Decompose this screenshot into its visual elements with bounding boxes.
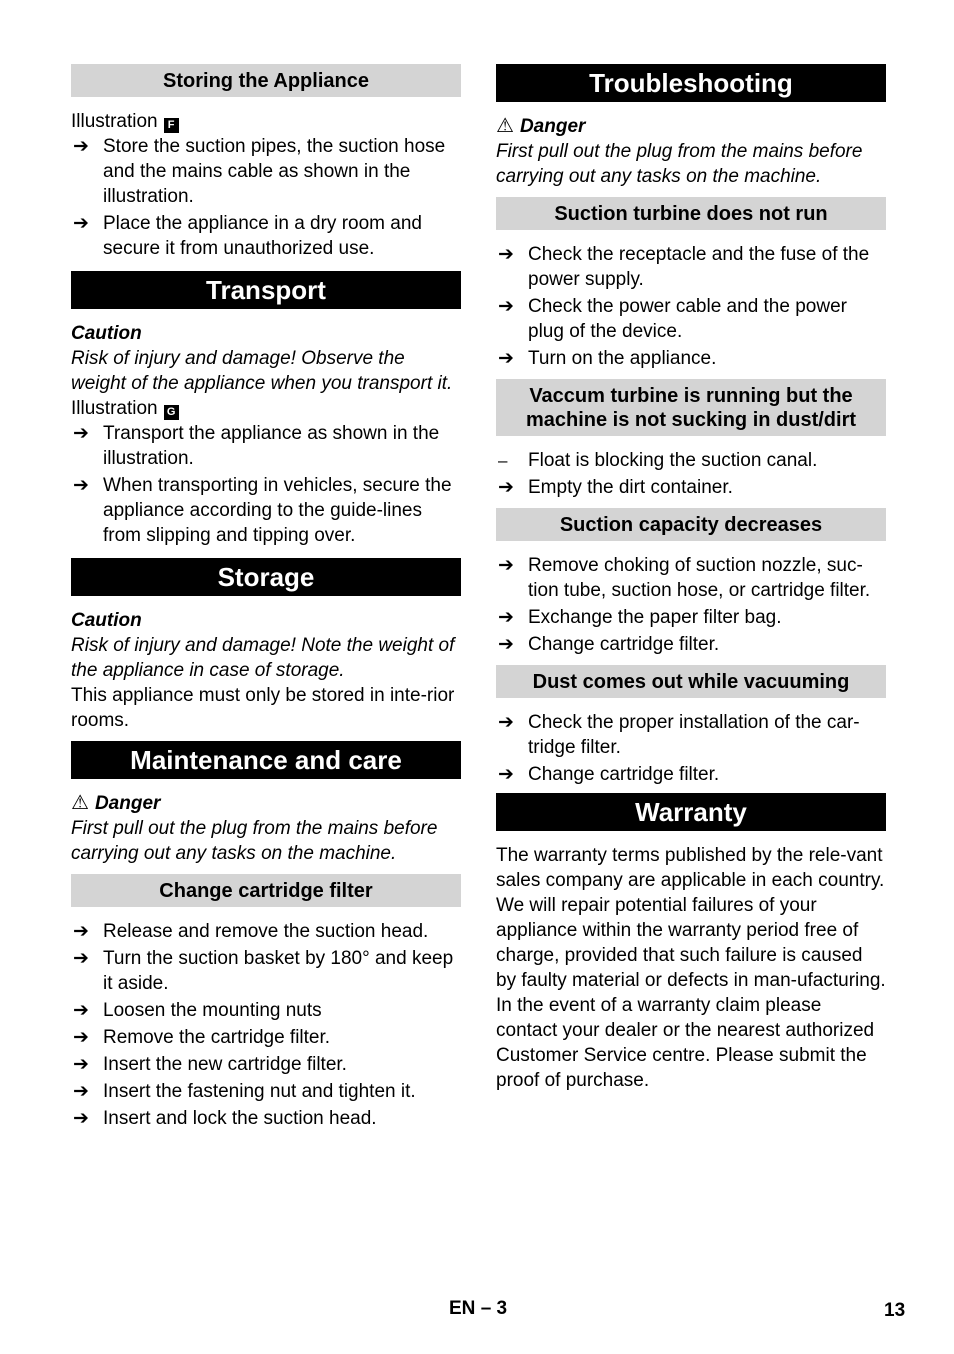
illustration-ref-g: Illustration G	[71, 396, 461, 421]
list-item: ➔ When transporting in vehicles, secure the appliance according to the guide-lines from slipping and tipping over.	[73, 475, 452, 546]
illustration-letter-badge: F	[164, 118, 179, 133]
left-column	[71, 64, 461, 1133]
arrow-right-icon: ➔	[73, 213, 89, 234]
arrow-right-icon: ➔	[498, 477, 514, 498]
dash-bullet: –	[498, 451, 508, 470]
section-heading-storage: Storage	[71, 558, 461, 596]
list-item: ➔ Exchange the paper filter bag.	[498, 607, 782, 628]
caution-text: Risk of injury and damage! Note the weight of the appliance in case of storage.	[71, 635, 455, 681]
arrow-right-icon: ➔	[73, 921, 89, 942]
arrow-right-icon: ➔	[73, 948, 89, 969]
section-heading-transport: Transport	[71, 271, 461, 309]
list-item: ➔ Loosen the mounting nuts	[73, 1000, 322, 1021]
list-item: ➔ Transport the appliance as shown in the illustration.	[73, 423, 440, 469]
list-item: ➔ Insert the new cartridge filter.	[73, 1054, 347, 1075]
illustration-letter-badge: G	[164, 405, 179, 420]
subheading-change-cartridge-filter: Change cartridge filter	[71, 874, 461, 907]
subheading-vaccum-turbine: Vaccum turbine is running but the machine is not sucking in dust/dirt	[496, 379, 886, 436]
danger-text: First pull out the plug from the mains before carrying out any tasks on the machine.	[496, 141, 863, 187]
danger-label: ⚠ Danger	[71, 792, 161, 814]
list-item: ➔ Insert the fastening nut and tighten it.	[73, 1081, 416, 1102]
section-heading-storing: Storing the Appliance	[71, 64, 461, 97]
arrow-right-icon: ➔	[73, 136, 89, 157]
subheading-suction-capacity: Suction capacity decreases	[496, 508, 886, 541]
arrow-right-icon: ➔	[498, 296, 514, 317]
list-item: ➔ Turn the suction basket by 180° and keep it aside.	[73, 948, 454, 994]
caution-label: Caution	[71, 323, 142, 344]
list-item: ➔ Release and remove the suction head.	[73, 921, 429, 942]
arrow-right-icon: ➔	[73, 1000, 89, 1021]
list-item: ➔ Remove choking of suction nozzle, suc-tion tube, suction hose, or cartridge filter.	[498, 555, 871, 601]
danger-label: ⚠ Danger	[496, 115, 586, 137]
section-heading-maintenance: Maintenance and care	[71, 741, 461, 779]
list-item: ➔ Insert and lock the suction head.	[73, 1108, 377, 1129]
arrow-right-icon: ➔	[498, 607, 514, 628]
arrow-right-icon: ➔	[73, 1081, 89, 1102]
arrow-right-icon: ➔	[73, 1027, 89, 1048]
warning-triangle-icon: ⚠	[71, 792, 89, 814]
right-column	[496, 64, 886, 1093]
caution-text: Risk of injury and damage! Observe the weight of the appliance when you transport it.	[71, 348, 453, 394]
arrow-right-icon: ➔	[498, 764, 514, 785]
list-item: ➔ Empty the dirt container.	[498, 477, 733, 498]
list-item: ➔ Check the proper installation of the car-tridge filter.	[498, 712, 860, 758]
illustration-ref-f: Illustration F	[71, 109, 461, 134]
arrow-right-icon: ➔	[498, 634, 514, 655]
warranty-body: The warranty terms published by the rele-vant sales company are applicable in each country. We will repair potential failures of your appliance within the warranty period free of charge, provided that such failure is caused by faulty material or defects in man-ufacturing. In the event of a warranty claim please contact your dealer or the nearest authorized Customer Service centre. Please submit the proof of purchase.	[496, 845, 886, 1091]
list-item: ➔ Change cartridge filter.	[498, 634, 720, 655]
warning-triangle-icon: ⚠	[496, 115, 514, 137]
arrow-right-icon: ➔	[498, 712, 514, 733]
list-item: ➔ Remove the cartridge filter.	[73, 1027, 331, 1048]
section-heading-warranty: Warranty	[496, 793, 886, 831]
storage-body: This appliance must only be stored in inte-rior rooms.	[71, 685, 455, 731]
arrow-right-icon: ➔	[498, 348, 514, 369]
arrow-right-icon: ➔	[73, 1054, 89, 1075]
list-item: ➔ Store the suction pipes, the suction hose and the mains cable as shown in the illustration.	[73, 136, 446, 207]
danger-text: First pull out the plug from the mains before carrying out any tasks on the machine.	[71, 818, 438, 864]
arrow-right-icon: ➔	[73, 423, 89, 444]
list-item: ➔ Check the receptacle and the fuse of the power supply.	[498, 244, 870, 290]
list-item: ➔ Place the appliance in a dry room and secure it from unauthorized use.	[73, 213, 422, 259]
arrow-right-icon: ➔	[498, 244, 514, 265]
page-number: 13	[884, 1300, 906, 1321]
caution-label: Caution	[71, 610, 142, 631]
list-item: ➔ Check the power cable and the power plug of the device.	[498, 296, 847, 342]
arrow-right-icon: ➔	[73, 475, 89, 496]
list-item: – Float is blocking the suction canal.	[498, 450, 818, 471]
subheading-suction-turbine: Suction turbine does not run	[496, 197, 886, 230]
section-heading-troubleshooting: Troubleshooting	[496, 64, 886, 102]
arrow-right-icon: ➔	[498, 555, 514, 576]
arrow-right-icon: ➔	[73, 1108, 89, 1129]
list-item: ➔ Turn on the appliance.	[498, 348, 717, 369]
footer-section-ref: EN – 3	[449, 1298, 508, 1319]
list-item: ➔ Change cartridge filter.	[498, 764, 720, 785]
subheading-dust-comes-out: Dust comes out while vacuuming	[496, 665, 886, 698]
